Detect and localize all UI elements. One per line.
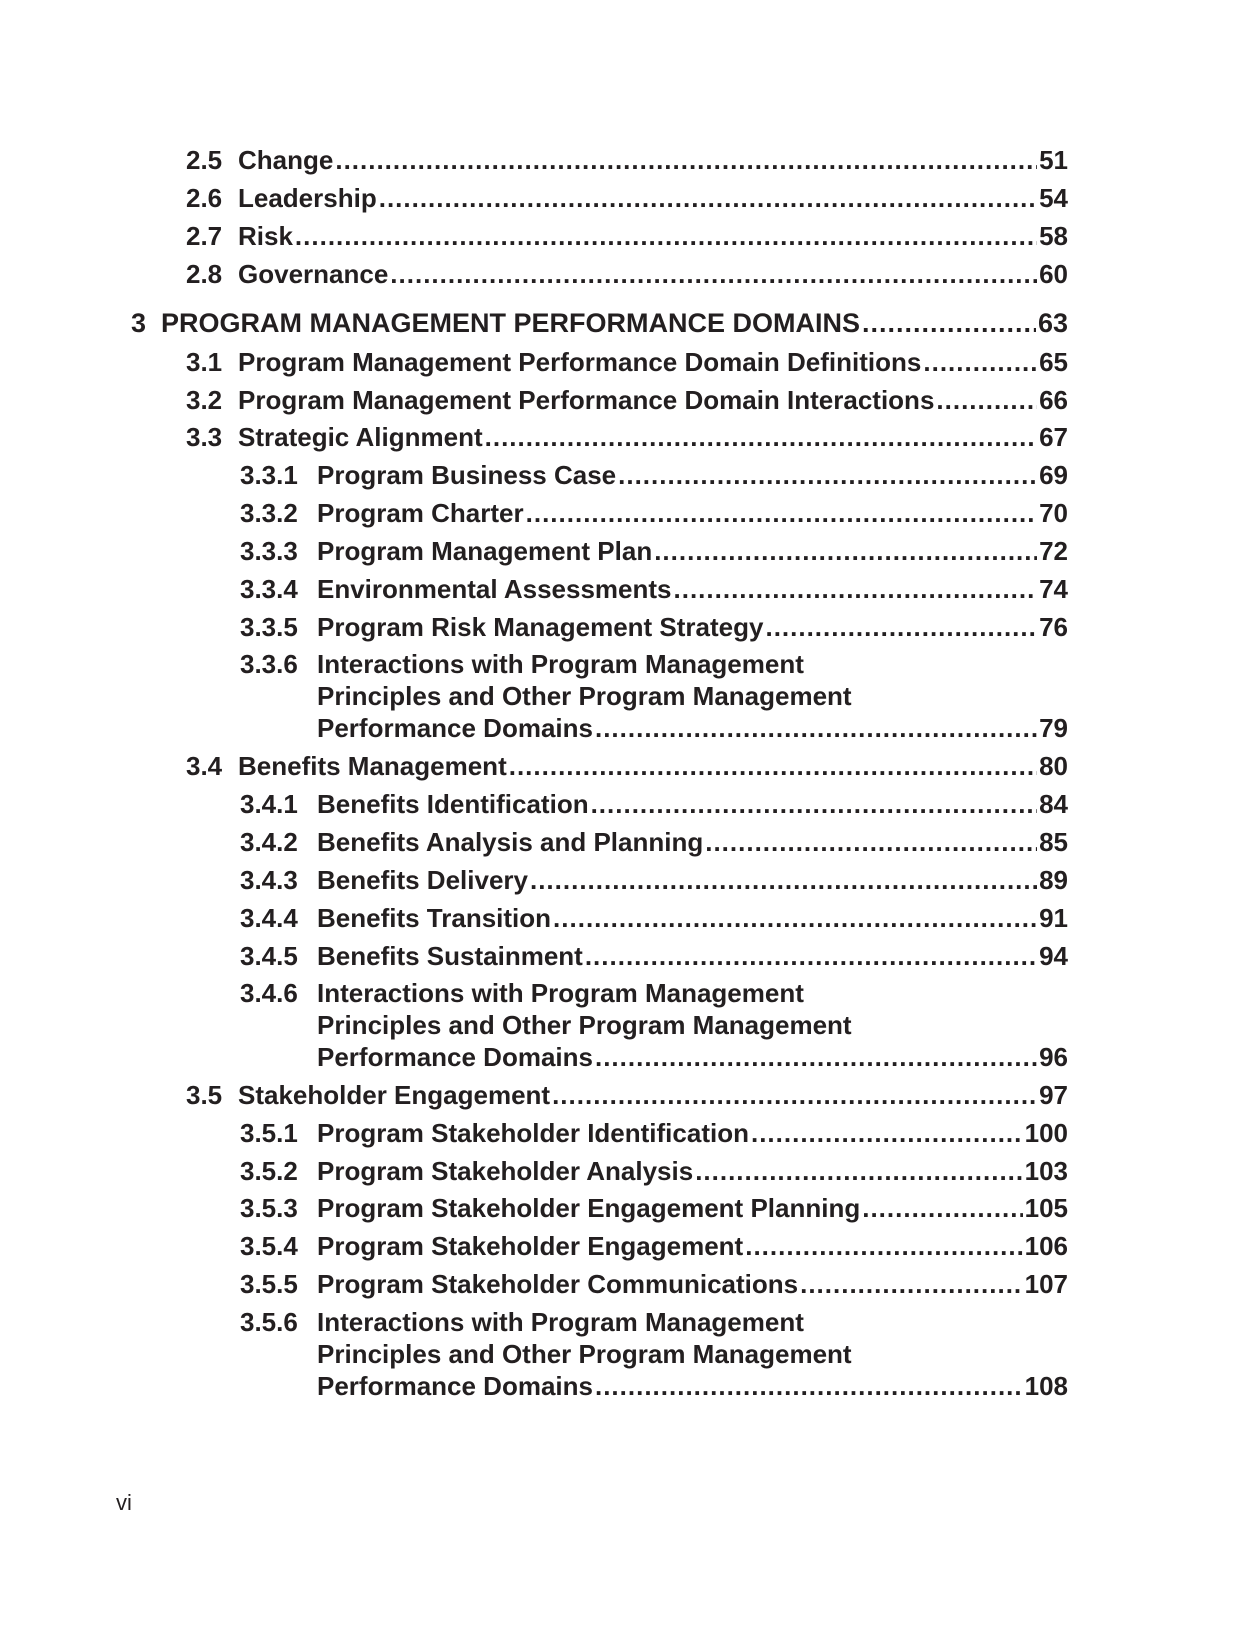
page-number: 74 bbox=[1039, 574, 1068, 604]
subsection-title: Program Stakeholder Identification bbox=[317, 1118, 749, 1148]
toc-chapter-entry[interactable] bbox=[131, 307, 1068, 339]
toc-subentry[interactable] bbox=[240, 1230, 1068, 1262]
toc-subentry[interactable] bbox=[240, 1117, 1068, 1149]
page-number: 76 bbox=[1039, 612, 1068, 642]
toc-entry[interactable] bbox=[186, 421, 1068, 453]
subsection-number: 3.4.6 bbox=[240, 978, 298, 1008]
subsection-title: Program Business Case bbox=[317, 460, 617, 490]
section-number: 3.4 bbox=[186, 751, 223, 781]
toc-subentry[interactable] bbox=[240, 864, 1068, 896]
subsection-title: Program Management Plan bbox=[317, 536, 653, 566]
subsection-title-line: Performance Domains bbox=[317, 713, 593, 743]
section-number: 2.6 bbox=[186, 183, 223, 213]
toc-subentry-continuation bbox=[317, 1009, 852, 1041]
page-number: 94 bbox=[1039, 941, 1068, 971]
subsection-number: 3.3.4 bbox=[240, 574, 298, 604]
dot-leader bbox=[765, 611, 1037, 643]
subsection-number: 3.5.5 bbox=[240, 1269, 298, 1299]
page-number: 63 bbox=[1037, 308, 1068, 338]
subsection-title: Program Risk Management Strategy bbox=[317, 612, 764, 642]
subsection-number: 3.3.5 bbox=[240, 612, 298, 642]
page-number: 65 bbox=[1039, 347, 1068, 377]
dot-leader bbox=[552, 1079, 1037, 1111]
subsection-title-line: Performance Domains bbox=[317, 1371, 593, 1401]
page-number: 103 bbox=[1024, 1156, 1068, 1186]
subsection-number: 3.5.6 bbox=[240, 1307, 298, 1337]
subsection-title-line: Performance Domains bbox=[317, 1042, 593, 1072]
subsection-number: 3.3.2 bbox=[240, 498, 298, 528]
dot-leader bbox=[595, 1041, 1037, 1073]
toc-entry[interactable] bbox=[186, 346, 1068, 378]
page-number: 91 bbox=[1039, 903, 1068, 933]
subsection-title: Environmental Assessments bbox=[317, 574, 672, 604]
subsection-title: Benefits Analysis and Planning bbox=[317, 827, 704, 857]
page-number: 100 bbox=[1024, 1118, 1068, 1148]
dot-leader bbox=[591, 788, 1038, 820]
section-title: Benefits Management bbox=[238, 751, 507, 781]
page-number: 72 bbox=[1039, 536, 1068, 566]
page-number: 106 bbox=[1024, 1231, 1068, 1261]
dot-leader bbox=[800, 1268, 1023, 1300]
page-number: 84 bbox=[1039, 789, 1068, 819]
toc-entry[interactable] bbox=[186, 1079, 1068, 1111]
section-title: Program Management Performance Domain Definitions bbox=[238, 347, 922, 377]
dot-leader bbox=[509, 750, 1037, 782]
toc-entry[interactable] bbox=[186, 220, 1068, 252]
subsection-title-line: Principles and Other Program Management bbox=[317, 1010, 852, 1040]
subsection-title: Benefits Sustainment bbox=[317, 941, 583, 971]
section-title: Risk bbox=[238, 221, 293, 251]
page-number: 69 bbox=[1039, 460, 1068, 490]
toc-subentry[interactable] bbox=[240, 1268, 1068, 1300]
subsection-number: 3.5.4 bbox=[240, 1231, 298, 1261]
toc-subentry-continuation bbox=[317, 1338, 852, 1370]
page-number: 51 bbox=[1039, 145, 1068, 175]
dot-leader bbox=[585, 940, 1037, 972]
dot-leader bbox=[923, 346, 1037, 378]
subsection-number: 3.5.2 bbox=[240, 1156, 298, 1186]
subsection-title: Benefits Transition bbox=[317, 903, 552, 933]
page-number: 66 bbox=[1039, 385, 1068, 415]
toc-subentry-first-line[interactable] bbox=[240, 648, 804, 680]
subsection-number: 3.3.1 bbox=[240, 460, 298, 490]
subsection-title: Program Stakeholder Engagement bbox=[317, 1231, 744, 1261]
section-title: Governance bbox=[238, 259, 389, 289]
page-number: 97 bbox=[1039, 1080, 1068, 1110]
dot-leader bbox=[745, 1230, 1022, 1262]
toc-subentry[interactable] bbox=[240, 1155, 1068, 1187]
page-number: 79 bbox=[1039, 713, 1068, 743]
dot-leader bbox=[862, 307, 1036, 339]
toc-entry[interactable] bbox=[186, 182, 1068, 214]
chapter-number: 3 bbox=[131, 308, 147, 338]
dot-leader bbox=[379, 182, 1037, 214]
dot-leader bbox=[553, 902, 1037, 934]
dot-leader bbox=[526, 497, 1037, 529]
page-number: 89 bbox=[1039, 865, 1068, 895]
toc-subentry-last-line[interactable] bbox=[317, 1041, 1068, 1073]
subsection-number: 3.4.4 bbox=[240, 903, 298, 933]
page-number: 58 bbox=[1039, 221, 1068, 251]
subsection-number: 3.5.3 bbox=[240, 1193, 298, 1223]
toc-subentry[interactable] bbox=[240, 902, 1068, 934]
subsection-title: Program Charter bbox=[317, 498, 524, 528]
toc-subentry-last-line[interactable] bbox=[317, 1370, 1068, 1402]
dot-leader bbox=[485, 421, 1037, 453]
page-number: 96 bbox=[1039, 1042, 1068, 1072]
toc-subentry[interactable] bbox=[240, 1192, 1068, 1224]
dot-leader bbox=[654, 535, 1037, 567]
section-title: Strategic Alignment bbox=[238, 422, 483, 452]
section-title: Change bbox=[238, 145, 334, 175]
toc-subentry[interactable] bbox=[240, 497, 1068, 529]
toc-subentry[interactable] bbox=[240, 459, 1068, 491]
section-number: 2.7 bbox=[186, 221, 223, 251]
toc-entry[interactable] bbox=[186, 384, 1068, 416]
section-number: 3.3 bbox=[186, 422, 223, 452]
subsection-number: 3.4.1 bbox=[240, 789, 298, 819]
toc-entry[interactable] bbox=[186, 258, 1068, 290]
toc-subentry-last-line[interactable] bbox=[317, 712, 1068, 744]
dot-leader bbox=[674, 573, 1038, 605]
subsection-title-line: Interactions with Program Management bbox=[317, 649, 804, 679]
subsection-title: Program Stakeholder Analysis bbox=[317, 1156, 694, 1186]
subsection-title-line: Interactions with Program Management bbox=[317, 1307, 804, 1337]
subsection-number: 3.4.5 bbox=[240, 941, 298, 971]
dot-leader bbox=[595, 712, 1037, 744]
dot-leader bbox=[618, 459, 1037, 491]
section-number: 2.8 bbox=[186, 259, 223, 289]
subsection-number: 3.3.3 bbox=[240, 536, 298, 566]
toc-subentry[interactable] bbox=[240, 535, 1068, 567]
toc-subentry[interactable] bbox=[240, 826, 1068, 858]
dot-leader bbox=[295, 220, 1037, 252]
dot-leader bbox=[862, 1192, 1022, 1224]
toc-subentry[interactable] bbox=[240, 573, 1068, 605]
toc-entry[interactable] bbox=[186, 144, 1068, 176]
dot-leader bbox=[390, 258, 1037, 290]
toc-subentry-continuation bbox=[317, 680, 852, 712]
chapter-title: PROGRAM MANAGEMENT PERFORMANCE DOMAINS bbox=[161, 308, 860, 338]
subsection-title-line: Principles and Other Program Management bbox=[317, 681, 852, 711]
page-number: 54 bbox=[1039, 183, 1068, 213]
dot-leader bbox=[751, 1117, 1023, 1149]
dot-leader bbox=[936, 384, 1037, 416]
dot-leader bbox=[695, 1155, 1022, 1187]
page-number: 60 bbox=[1039, 259, 1068, 289]
subsection-title: Program Stakeholder Communications bbox=[317, 1269, 799, 1299]
page-folio: vi bbox=[116, 1490, 132, 1515]
section-number: 2.5 bbox=[186, 145, 223, 175]
toc-entry[interactable] bbox=[186, 750, 1068, 782]
toc-subentry[interactable] bbox=[240, 940, 1068, 972]
subsection-number: 3.3.6 bbox=[240, 649, 298, 679]
subsection-title: Benefits Identification bbox=[317, 789, 589, 819]
subsection-number: 3.5.1 bbox=[240, 1118, 298, 1148]
section-number: 3.2 bbox=[186, 385, 223, 415]
subsection-number: 3.4.3 bbox=[240, 865, 298, 895]
page-number: 105 bbox=[1024, 1193, 1068, 1223]
toc-subentry[interactable] bbox=[240, 788, 1068, 820]
section-number: 3.1 bbox=[186, 347, 223, 377]
page-number: 108 bbox=[1024, 1371, 1068, 1401]
dot-leader bbox=[595, 1370, 1023, 1402]
subsection-title-line: Principles and Other Program Management bbox=[317, 1339, 852, 1369]
subsection-title-line: Interactions with Program Management bbox=[317, 978, 804, 1008]
page-number: 107 bbox=[1024, 1269, 1068, 1299]
section-number: 3.5 bbox=[186, 1080, 223, 1110]
dot-leader bbox=[335, 144, 1037, 176]
dot-leader bbox=[530, 864, 1037, 896]
toc-subentry-first-line[interactable] bbox=[240, 977, 804, 1009]
section-title: Stakeholder Engagement bbox=[238, 1080, 551, 1110]
subsection-title: Program Stakeholder Engagement Planning bbox=[317, 1193, 861, 1223]
page-number: 70 bbox=[1039, 498, 1068, 528]
page-number: 80 bbox=[1039, 751, 1068, 781]
toc-subentry-first-line[interactable] bbox=[240, 1306, 804, 1338]
subsection-number: 3.4.2 bbox=[240, 827, 298, 857]
section-title: Program Management Performance Domain Interactions bbox=[238, 385, 935, 415]
dot-leader bbox=[705, 826, 1037, 858]
section-title: Leadership bbox=[238, 183, 377, 213]
toc-subentry[interactable] bbox=[240, 611, 1068, 643]
subsection-title: Benefits Delivery bbox=[317, 865, 528, 895]
page-number: 85 bbox=[1039, 827, 1068, 857]
page-number: 67 bbox=[1039, 422, 1068, 452]
